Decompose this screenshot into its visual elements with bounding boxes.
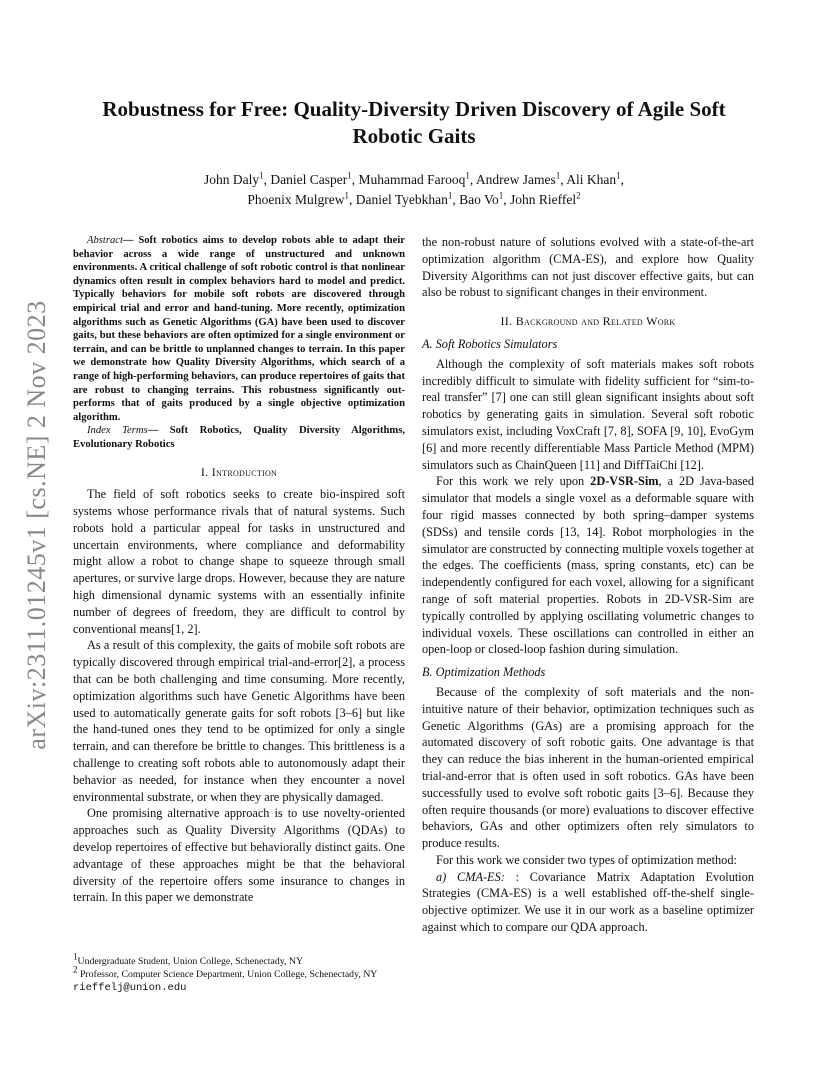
left-column xyxy=(73,234,405,906)
optimization-paragraph-2: For this work we consider two types of optimization method: xyxy=(436,852,737,867)
section-title: Introduction xyxy=(211,464,278,479)
footnote-2 xyxy=(73,964,405,995)
author-line-1: John Daly$^1$, Daniel Casper$^1$, Muhammad Farooq$^1$, Andrew James$^1$, Ali Khan$^1$, xyxy=(204,170,624,187)
arxiv-sidebar-stamp xyxy=(22,290,52,760)
subsection-heading-optimization: B. Optimization Methods xyxy=(422,665,546,680)
author-affiliation-mark: 2 xyxy=(576,190,581,201)
author-affiliation-mark: 1 xyxy=(347,170,352,181)
author-name: John Daly xyxy=(204,172,260,187)
simulators-p2-lead: For this work we rely upon xyxy=(436,474,591,489)
index-terms xyxy=(73,424,405,451)
intro-paragraph-1: The field of soft robotics seeks to create bio-inspired soft systems whose performance rivals that of natural systems. Such robots hold a particular appeal for tasks in unstructured and uncertain environments, where compliance and deformability might allow a robot to change shape to squeeze through small apertures, or survive large drops. However, because they are nature high dimensional dynamic systems with an essentially infinite number of degrees of freedom, they are difficult to control by conventional means[1, 2]. xyxy=(73,487,405,636)
index-terms-text: — Soft Robotics, Quality Diversity Algorithms, Evolutionary Robotics xyxy=(73,425,405,450)
author-affiliation-mark: 1 xyxy=(465,170,470,181)
footnotes xyxy=(73,951,405,995)
author-affiliation-mark: 1 xyxy=(616,170,621,181)
author-name: Daniel Casper xyxy=(270,172,348,187)
optimization-paragraph-1: Because of the complexity of soft materials and the non-intuitive nature of their behavior, optimization techniques such as Genetic Algorithms (GAs) are a promising approach for the automated discovery of soft robotic gaits. One advantage is that they can reduce the bias inherent in the human-oriented empirical trial-and-error that is often used in soft robotics. GAs have been successfully used to evolve soft robotic gaits [3–6]. Because they often require thousands (or more) evaluations to discover effective behaviors, GAs and other optimizers often rely simulators to produce results. xyxy=(422,684,754,851)
section-heading-introduction xyxy=(73,464,405,481)
abstract-text: — Soft robotics aims to develop robots able to adapt their behavior across a wide range of unstructured and unknown environments. A critical challenge of soft robotic control is that nonlinear dynamics often result in complex behaviors hard to model and predict. Typically behaviors for mobile soft robots are discovered through empirical trial and error and hand-tuning. More recently, optimization algorithms such as Genetic Algorithms (GA) have been used to discover gaits, but these behaviors are often optimized for a single environment or terrain, and can be brittle to unplanned changes to terrain. In this paper we demonstrate how Quality Diversity Algorithms, which search of a range of high-performing behaviors, can produce repertoires of gaits that are robust to changing terrains. This robustness significantly out-performs that of gaits produced by a single objective optimization algorithm. xyxy=(73,235,405,423)
arxiv-identifier: arXiv:2311.01245v1 [cs.NE] 2 Nov 2023 xyxy=(22,300,51,750)
author-email: rieffelj@union.edu xyxy=(73,982,187,994)
author-list xyxy=(90,170,738,210)
intro-paragraph-2: As a result of this complexity, the gaits of mobile soft robots are typically discovered through empirical trial-and-error[2], a process that can be both challenging and time consuming. More recently, optimization algorithms such have Genetic Algorithms have been used to automatically generate gaits for soft robots [3–6] but like the hand-tuned ones they tend to be optimized for only a single terrain, and can therefore be brittle to changes. This brittleness is a challenge to creating soft robots able to autonomously adapt their behavior as needed, for instance when they encounter a novel environmental substrate, or when they are physically damaged. xyxy=(73,638,405,804)
index-terms-label: Index Terms xyxy=(87,425,148,437)
abstract xyxy=(73,234,405,424)
author-name: John Rieffel xyxy=(510,192,577,207)
section-title: Background and Related Work xyxy=(515,314,676,329)
footnote-mark: 1 xyxy=(73,951,78,962)
author-affiliation-mark: 1 xyxy=(344,190,349,201)
author-name: Bao Vo xyxy=(459,192,499,207)
cma-es-text: : Covariance Matrix Adaptation Evolution Strategies (CMA-ES) is a well established off-the-shelf single-objective optimizer. We use it in our work as a baseline optimizer against which to compare our QDA approach. xyxy=(422,869,755,935)
abstract-label: Abstract xyxy=(87,235,123,246)
author-affiliation-mark: 1 xyxy=(498,190,504,201)
intro-paragraph-3: One promising alternative approach is to use novelty-oriented approaches such as Quality Diversity Algorithms (QDAs) to develop repertoires of effective but behaviorally distinct gaits. One advantage of these approaches might be that the behavioral diversity of the repertoire offers some insurance to changes in terrain. In this paper we demonstrate xyxy=(73,806,405,905)
cma-es-label: a) CMA-ES: xyxy=(436,869,505,884)
simulators-p2-rest: , a 2D Java-based simulator that models a single voxel as a deformable square with four rigid masses connected by both spring–damper systems (SDSs) and tensile cords [13, 14]. Robot morphologies in the simulator are constructed by connecting multiple voxels together at the edges. The coefficients (mass, spring constants, etc) can be independently configured for each voxel, allowing for a significant range of soft material properties. Robots in 2D-VSR-Sim are typically controlled by applying oscillating volumetric changes to individual voxels. These oscillations can controlled in either an open-loop or closed-loop fashion during simulation. xyxy=(422,474,754,657)
author-affiliation-mark: 1 xyxy=(447,190,453,201)
author-name: Phoenix Mulgrew xyxy=(247,192,345,207)
right-column xyxy=(422,234,754,936)
author-name: Daniel Tyebkhan xyxy=(355,192,448,207)
footnote-text: Professor, Computer Science Department, Union College, Schenectady, NY xyxy=(77,969,378,980)
author-name: Ali Khan xyxy=(566,172,617,187)
section-heading-background xyxy=(422,313,754,330)
author-affiliation-mark: 1 xyxy=(259,170,264,181)
paper-title: Robustness for Free: Quality-Diversity Driven Discovery of Agile Soft Robotic Gaits xyxy=(102,97,726,148)
section-number: II. xyxy=(500,314,513,329)
simulator-name-bold: 2D-VSR-Sim xyxy=(590,474,659,489)
cma-es-paragraph xyxy=(422,869,754,936)
author-name: Andrew James xyxy=(475,172,556,187)
author-name: Muhammad Farooq xyxy=(358,172,466,187)
simulators-paragraph-2 xyxy=(422,473,754,658)
footnote-1 xyxy=(73,951,405,968)
subsection-heading-simulators: A. Soft Robotics Simulators xyxy=(422,336,558,351)
author-line-2: Phoenix Mulgrew$^1$, Daniel Tyebkhan$^1$, Bao Vo$^1$, John Rieffel$^2$ xyxy=(247,190,581,207)
footnote-mark: 2 xyxy=(73,964,78,975)
footnote-text: Undergraduate Student, Union College, Schenectady, NY xyxy=(77,956,304,967)
author-affiliation-mark: 1 xyxy=(555,170,561,181)
intro-paragraph-3-continued: the non-robust nature of solutions evolved with a state-of-the-art optimization algorithm (CMA-ES), and explore how Quality Diversity Algorithms can not just discover effective gaits, but can also be robust to significant changes in their environment. xyxy=(422,235,754,300)
section-number: I. xyxy=(200,464,209,479)
simulators-paragraph-1: Although the complexity of soft materials makes soft robots incredibly difficult to simulate with fidelity sufficient for “sim-to-real transfer” [7] one can still glean significant insights about soft robotics by generating gaits in simulation. Several soft robotic simulators exist, including VoxCraft [7, 8], SOFA [9, 10], EvoGym [6] and more recently differentiable Mass Particle Method (MPM) simulators such as ChainQueen [11] and DiffTaiChi [12]. xyxy=(422,356,754,472)
